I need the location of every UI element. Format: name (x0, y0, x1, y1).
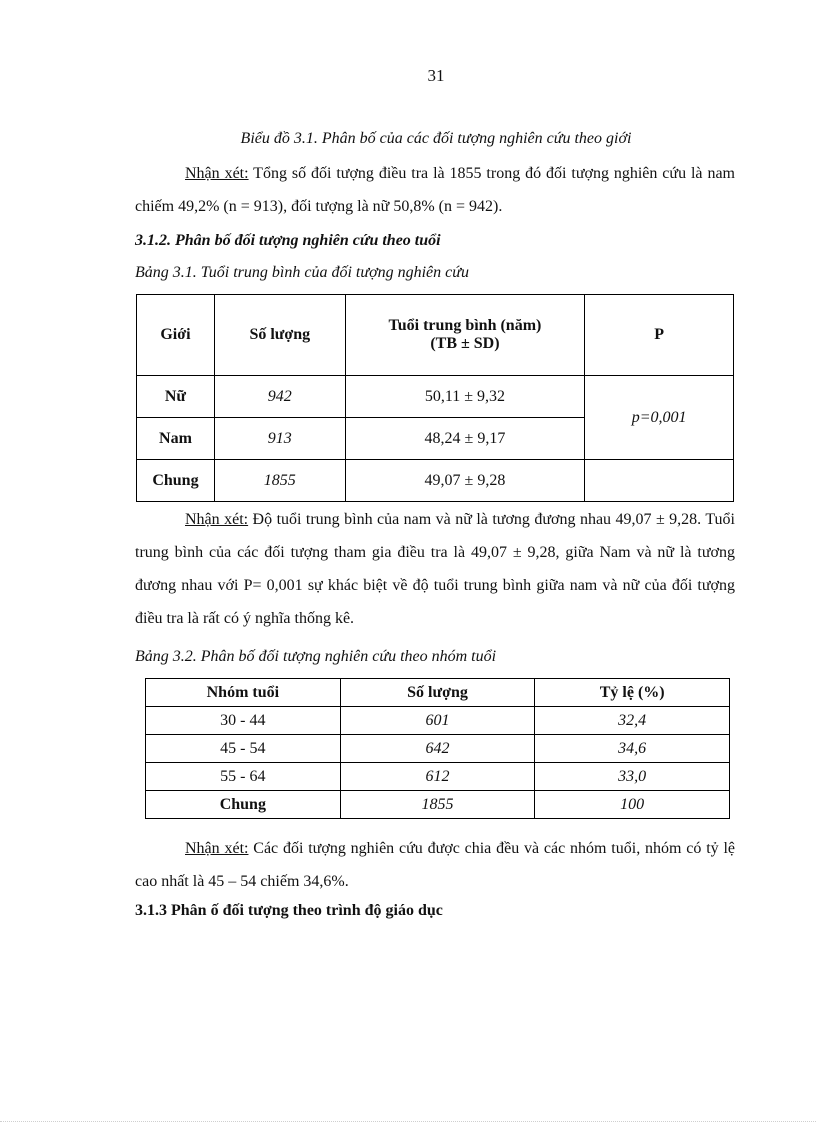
cell-ratio: 100 (535, 791, 730, 819)
cell-age-group: 30 - 44 (146, 707, 341, 735)
cell-mean-age: 48,24 ± 9,17 (345, 418, 585, 460)
cell-count: 601 (340, 707, 535, 735)
table1-caption: Bảng 3.1. Tuổi trung bình của đối tượng nghiên cứu (135, 264, 469, 281)
cell-gender: Chung (137, 460, 215, 502)
remark-paragraph-3 (135, 832, 735, 898)
cell-count: 913 (214, 418, 345, 460)
cell-ratio: 33,0 (535, 763, 730, 791)
cell-p-value: p=0,001 (585, 376, 734, 460)
header-p: P (585, 295, 734, 376)
age-group-table (145, 678, 730, 819)
header-count: Số lượng (214, 295, 345, 376)
remark-text: Các đối tượng nghiên cứu được chia đều và các nhóm tuổi, nhóm có tỷ lệ cao nhất là 45 – 54 chiếm 34,6%. (135, 840, 735, 890)
remark-label: Nhận xét: (185, 511, 249, 528)
cell-age-group: 45 - 54 (146, 735, 341, 763)
table2-caption: Bảng 3.2. Phân bố đối tượng nghiên cứu theo nhóm tuổi (135, 648, 497, 665)
cell-gender: Nữ (137, 376, 215, 418)
remark-paragraph-2 (135, 503, 735, 635)
cell-age-group: 55 - 64 (146, 763, 341, 791)
cell-ratio: 32,4 (535, 707, 730, 735)
table-header-row (146, 679, 730, 707)
page-bottom-divider (0, 1121, 816, 1122)
table-row (146, 707, 730, 735)
table-row (137, 460, 734, 502)
remark-label: Nhận xét: (185, 840, 249, 857)
cell-empty (585, 460, 734, 502)
cell-mean-age: 50,11 ± 9,32 (345, 376, 585, 418)
remark-text: Tổng số đối tượng điều tra là 1855 trong đó đối tượng nghiên cứu là nam chiếm 49,2% (n = 913), đối tượng là nữ 50,8% (n = 942). (135, 165, 735, 215)
remark-label: Nhận xét: (185, 165, 249, 182)
header-mean-age-line1: Tuổi trung bình (năm) (388, 317, 542, 334)
table-row (137, 376, 734, 418)
header-gender: Giới (137, 295, 215, 376)
cell-count: 1855 (214, 460, 345, 502)
cell-count: 1855 (340, 791, 535, 819)
cell-ratio: 34,6 (535, 735, 730, 763)
table-header-row (137, 295, 734, 376)
cell-count: 942 (214, 376, 345, 418)
header-ratio: Tỷ lệ (%) (535, 679, 730, 707)
section-heading-3-1-3: 3.1.3 Phân ố đối tượng theo trình độ giáo dục (135, 902, 443, 919)
table-row (146, 735, 730, 763)
figure-caption: Biểu đồ 3.1. Phân bố của các đối tượng nghiên cứu theo giới (240, 130, 632, 147)
header-mean-age-line2: (TB ± SD) (430, 335, 500, 352)
cell-mean-age: 49,07 ± 9,28 (345, 460, 585, 502)
age-table (136, 294, 734, 502)
cell-age-group: Chung (146, 791, 341, 819)
page-number: 31 (427, 66, 445, 85)
header-mean-age (345, 295, 585, 376)
remark-paragraph-1 (135, 157, 735, 223)
section-heading-3-1-2: 3.1.2. Phân bố đối tượng nghiên cứu theo tuổi (135, 232, 441, 249)
header-count: Số lượng (340, 679, 535, 707)
cell-count: 612 (340, 763, 535, 791)
table-row (146, 763, 730, 791)
cell-count: 642 (340, 735, 535, 763)
header-age-group: Nhóm tuổi (146, 679, 341, 707)
table-row (146, 791, 730, 819)
cell-gender: Nam (137, 418, 215, 460)
remark-text: Độ tuổi trung bình của nam và nữ là tương đương nhau 49,07 ± 9,28. Tuổi trung bình của các đối tượng tham gia điều tra là 49,07 ± 9,28, giữa Nam và nữ là tương đương nhau với P= 0,001 sự khác biệt về độ tuổi trung bình giữa nam và nữ của đối tượng điều tra là rất có ý nghĩa thống kê. (135, 511, 735, 627)
